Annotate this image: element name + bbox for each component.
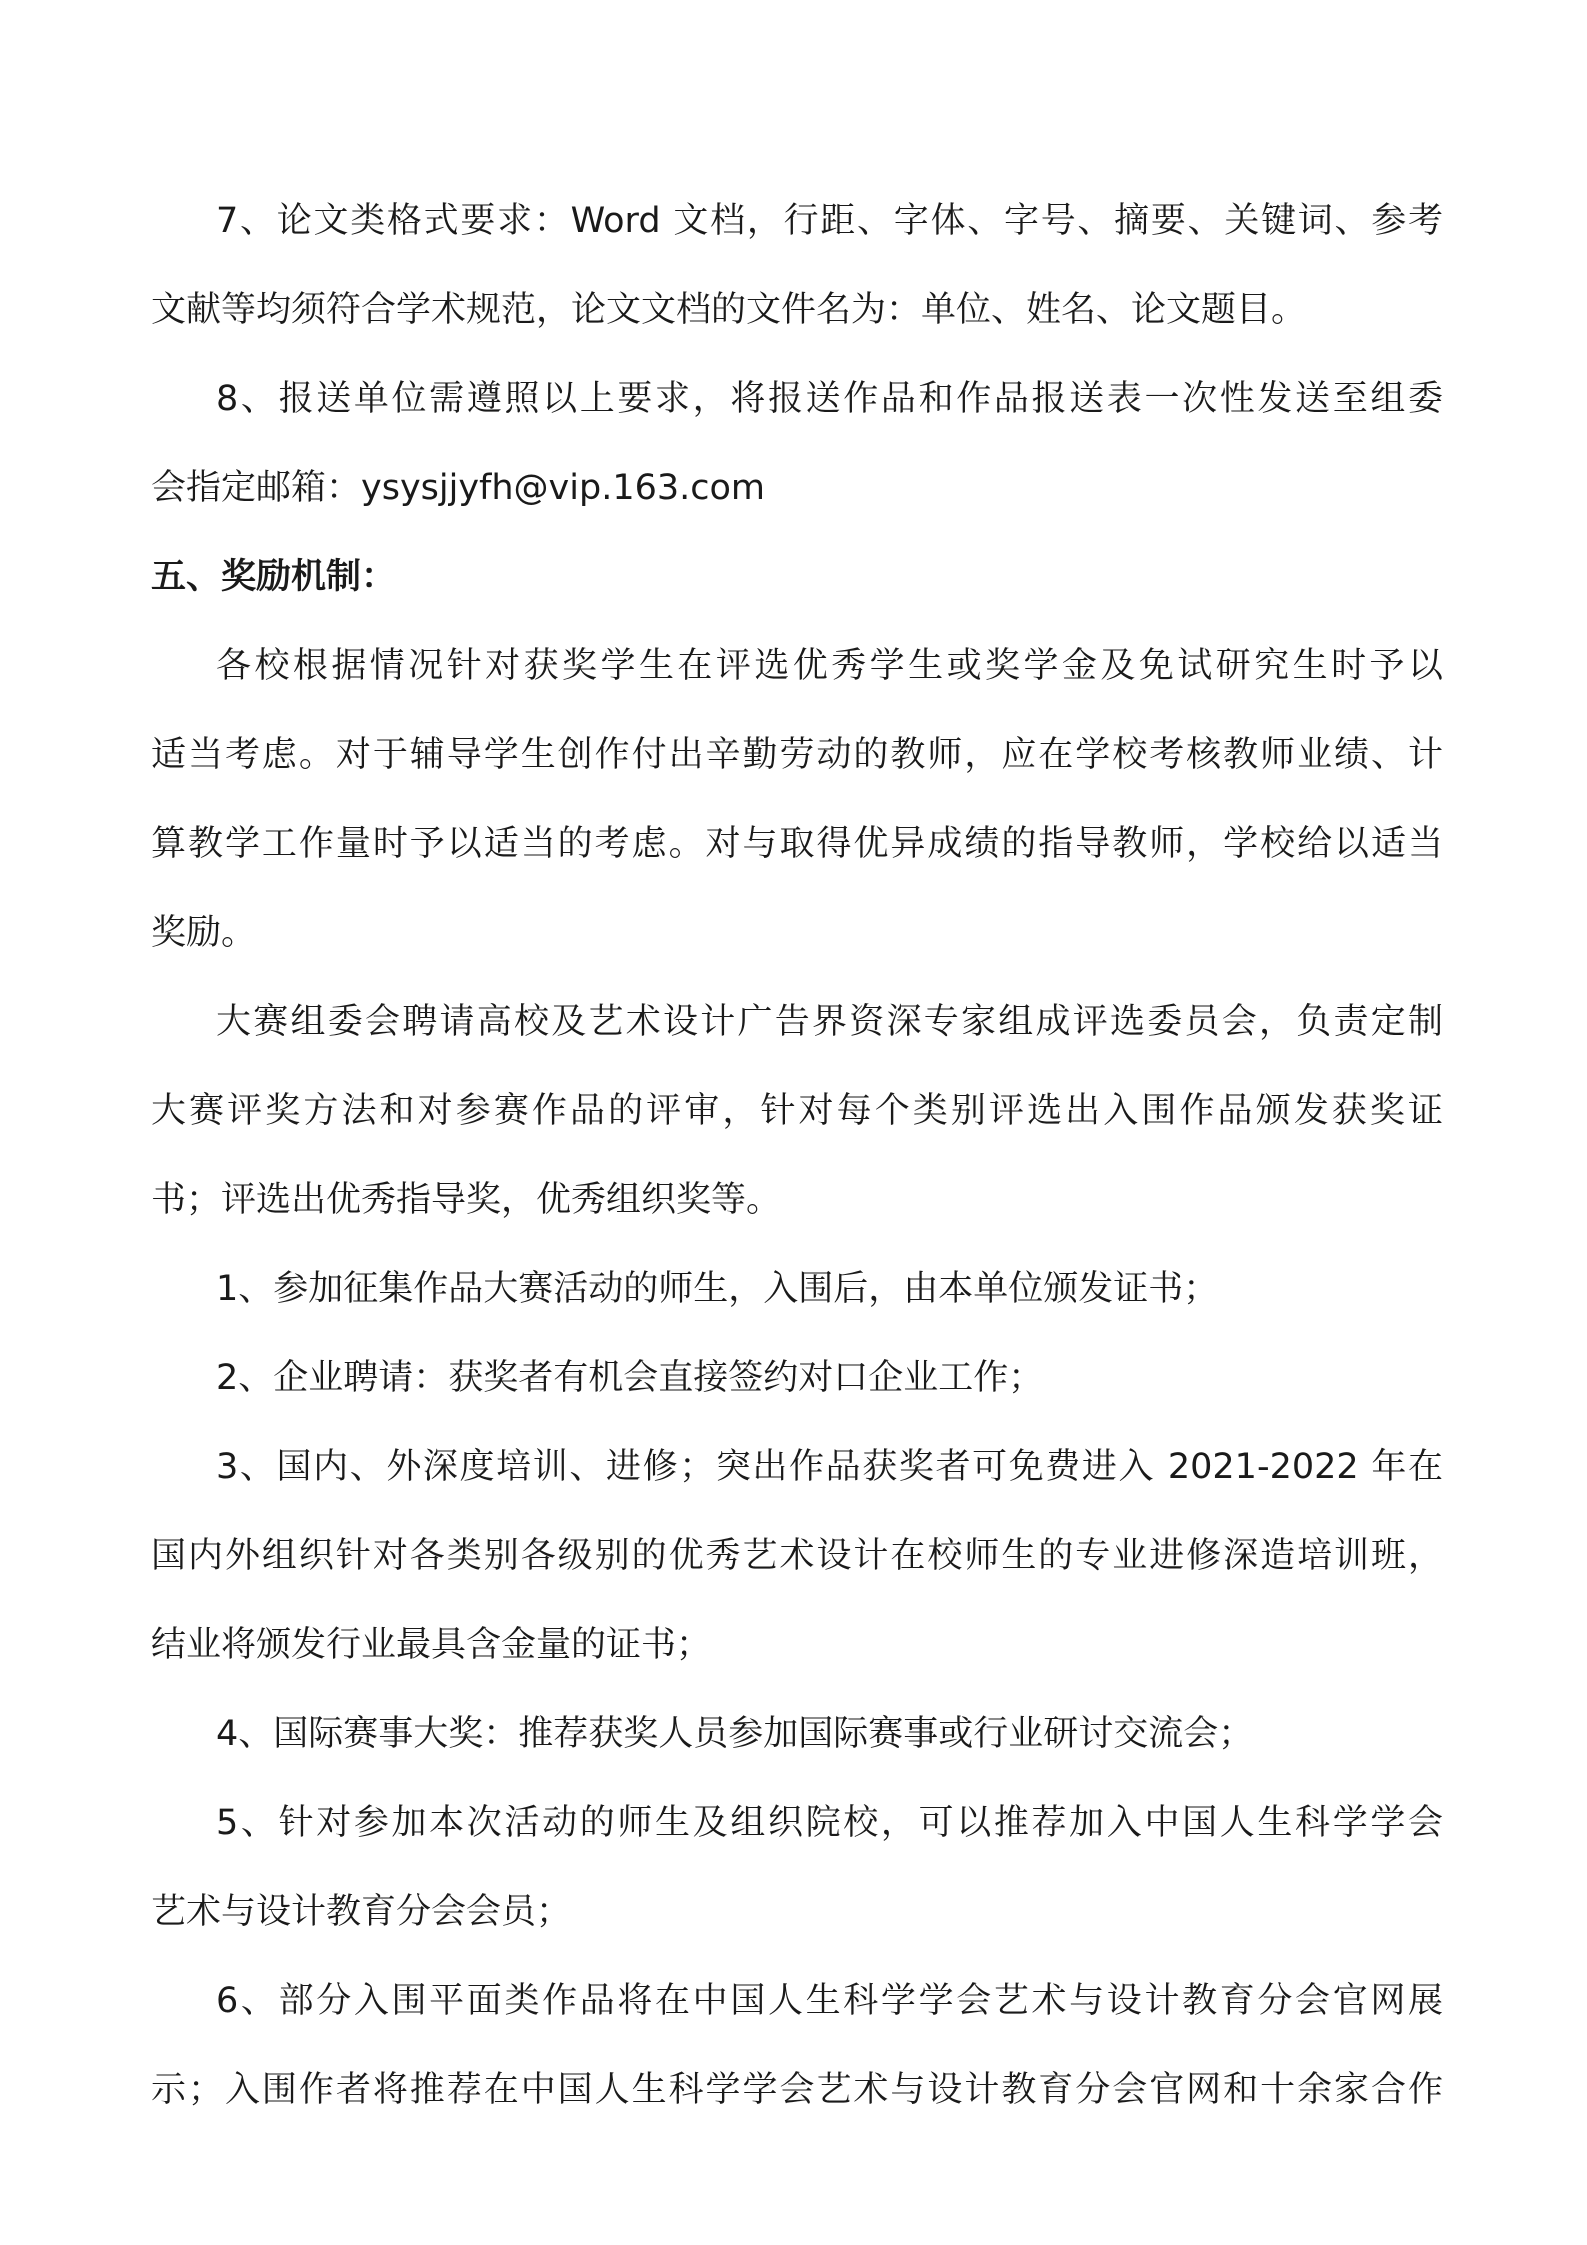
list-item: 4、国际赛事大奖：推荐获奖人员参加国际赛事或行业研讨交流会； xyxy=(216,1714,1254,1754)
text-line: 算教学工作量时予以适当的考虑。对与取得优异成绩的指导教师，学校给以适当 xyxy=(151,824,1443,864)
text-line: 各校根据情况针对获奖学生在评选优秀学生或奖学金及免试研究生时予以 xyxy=(216,646,1443,686)
text-line: 会指定邮箱：ysysjjyfh@vip.163.com xyxy=(151,468,766,508)
text-line: 7、论文类格式要求：Word 文档，行距、字体、字号、摘要、关键词、参考 xyxy=(216,201,1443,241)
list-item: 3、国内、外深度培训、进修；突出作品获奖者可免费进入 2021-2022 年在 xyxy=(216,1447,1443,1487)
document-body xyxy=(151,198,1443,2114)
text-line: 示；入围作者将推荐在中国人生科学学会艺术与设计教育分会官网和十余家合作 xyxy=(151,2070,1443,2110)
text-line: 书；评选出优秀指导奖，优秀组织奖等。 xyxy=(151,1180,782,1220)
list-item: 5、针对参加本次活动的师生及组织院校，可以推荐加入中国人生科学学会 xyxy=(216,1803,1443,1843)
text-line: 文献等均须符合学术规范，论文文档的文件名为：单位、姓名、论文题目。 xyxy=(151,290,1307,330)
text-line: 适当考虑。对于辅导学生创作付出辛勤劳动的教师，应在学校考核教师业绩、计 xyxy=(151,735,1443,775)
text-line: 8、报送单位需遵照以上要求，将报送作品和作品报送表一次性发送至组委 xyxy=(216,379,1443,419)
list-item: 2、企业聘请：获奖者有机会直接签约对口企业工作； xyxy=(216,1358,1044,1398)
text-line: 大赛评奖方法和对参赛作品的评审，针对每个类别评选出入围作品颁发获奖证 xyxy=(151,1091,1443,1131)
text-line: 结业将颁发行业最具含金量的证书； xyxy=(151,1625,712,1665)
text-line: 奖励。 xyxy=(151,913,257,953)
text-line: 艺术与设计教育分会会员； xyxy=(151,1892,572,1932)
list-item: 6、部分入围平面类作品将在中国人生科学学会艺术与设计教育分会官网展 xyxy=(216,1981,1443,2021)
section-heading: 五、奖励机制： xyxy=(151,557,397,597)
text-line: 国内外组织针对各类别各级别的优秀艺术设计在校师生的专业进修深造培训班， xyxy=(151,1536,1443,1576)
list-item: 1、参加征集作品大赛活动的师生，入围后，由本单位颁发证书； xyxy=(216,1269,1219,1309)
text-line: 大赛组委会聘请高校及艺术设计广告界资深专家组成评选委员会，负责定制 xyxy=(216,1002,1443,1042)
